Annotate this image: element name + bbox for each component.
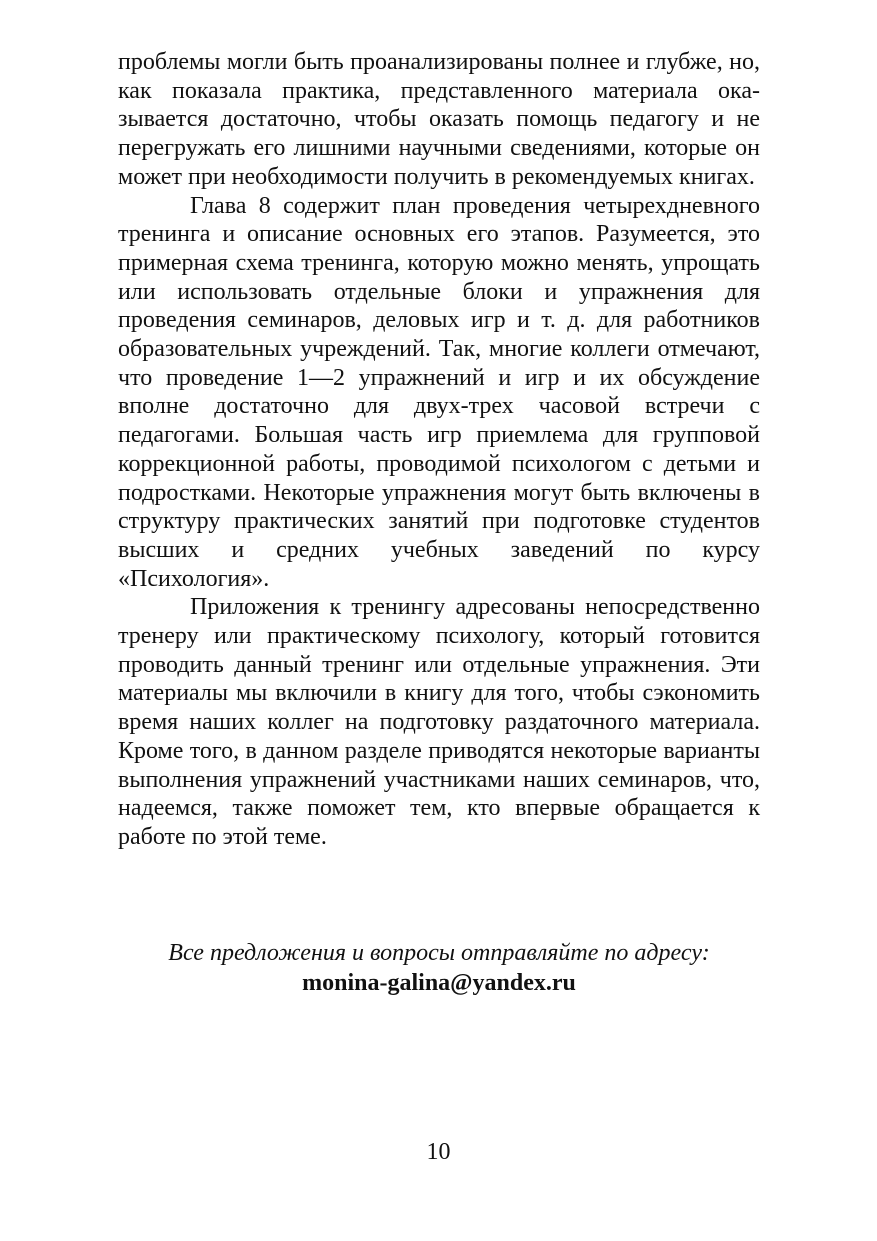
contact-prompt: Все предложения и вопросы отправляйте по адресу: [168,940,710,966]
main-text [118,48,760,852]
paragraph-chapter-8: Глава 8 содержит план проведения четырехдневного тренинга и описание основных его этапов. Разумеется, это примерная схема тренинга, которую можно менять, упрощать или использовать отдельные блоки и упражнения для проведения семинаров, деловых игр и т. д. для работников образовательных учреждений. Так, многие коллеги отмечают, что проведение 1—2 упражнений и игр и их обсуждение вполне достаточно для двух-трех часовой встречи с педагогами. Большая часть игр приемлема для групповой коррекционной работы, проводимой психологом с детьми и подростками. Некоторые упражнения могут быть включены в структуру практических занятий при подготовке студентов высших и средних учебных заведений по курсу «Психология». [118,192,760,592]
contact-block [118,938,760,998]
contact-email: monina-galina@yandex.ru [302,970,576,996]
paragraph-continuation: проблемы могли быть проанализированы полнее и глубже, но, как показала практика, представленного материала оказывается достаточно, чтобы оказать помощь педагогу и не перегружать его лишними научными сведениями, которые он может при необходимости получить в рекомендуемых книгах. [118,49,760,190]
paragraph-appendices: Приложения к тренингу адресованы непосредственно тренеру или практическому психологу, который готовится проводить данный тренинг или отдельные упражнения. Эти материалы мы включили в книгу для того, чтобы сэкономить время наших коллег на подготовку раздаточного материала. Кроме того, в данном разделе приводятся некоторые варианты выполнения упражнений участниками наших семинаров, что, надеемся, также поможет тем, кто впервые обращается к работе по этой теме. [118,594,760,850]
page-number: 10 [426,1139,451,1165]
